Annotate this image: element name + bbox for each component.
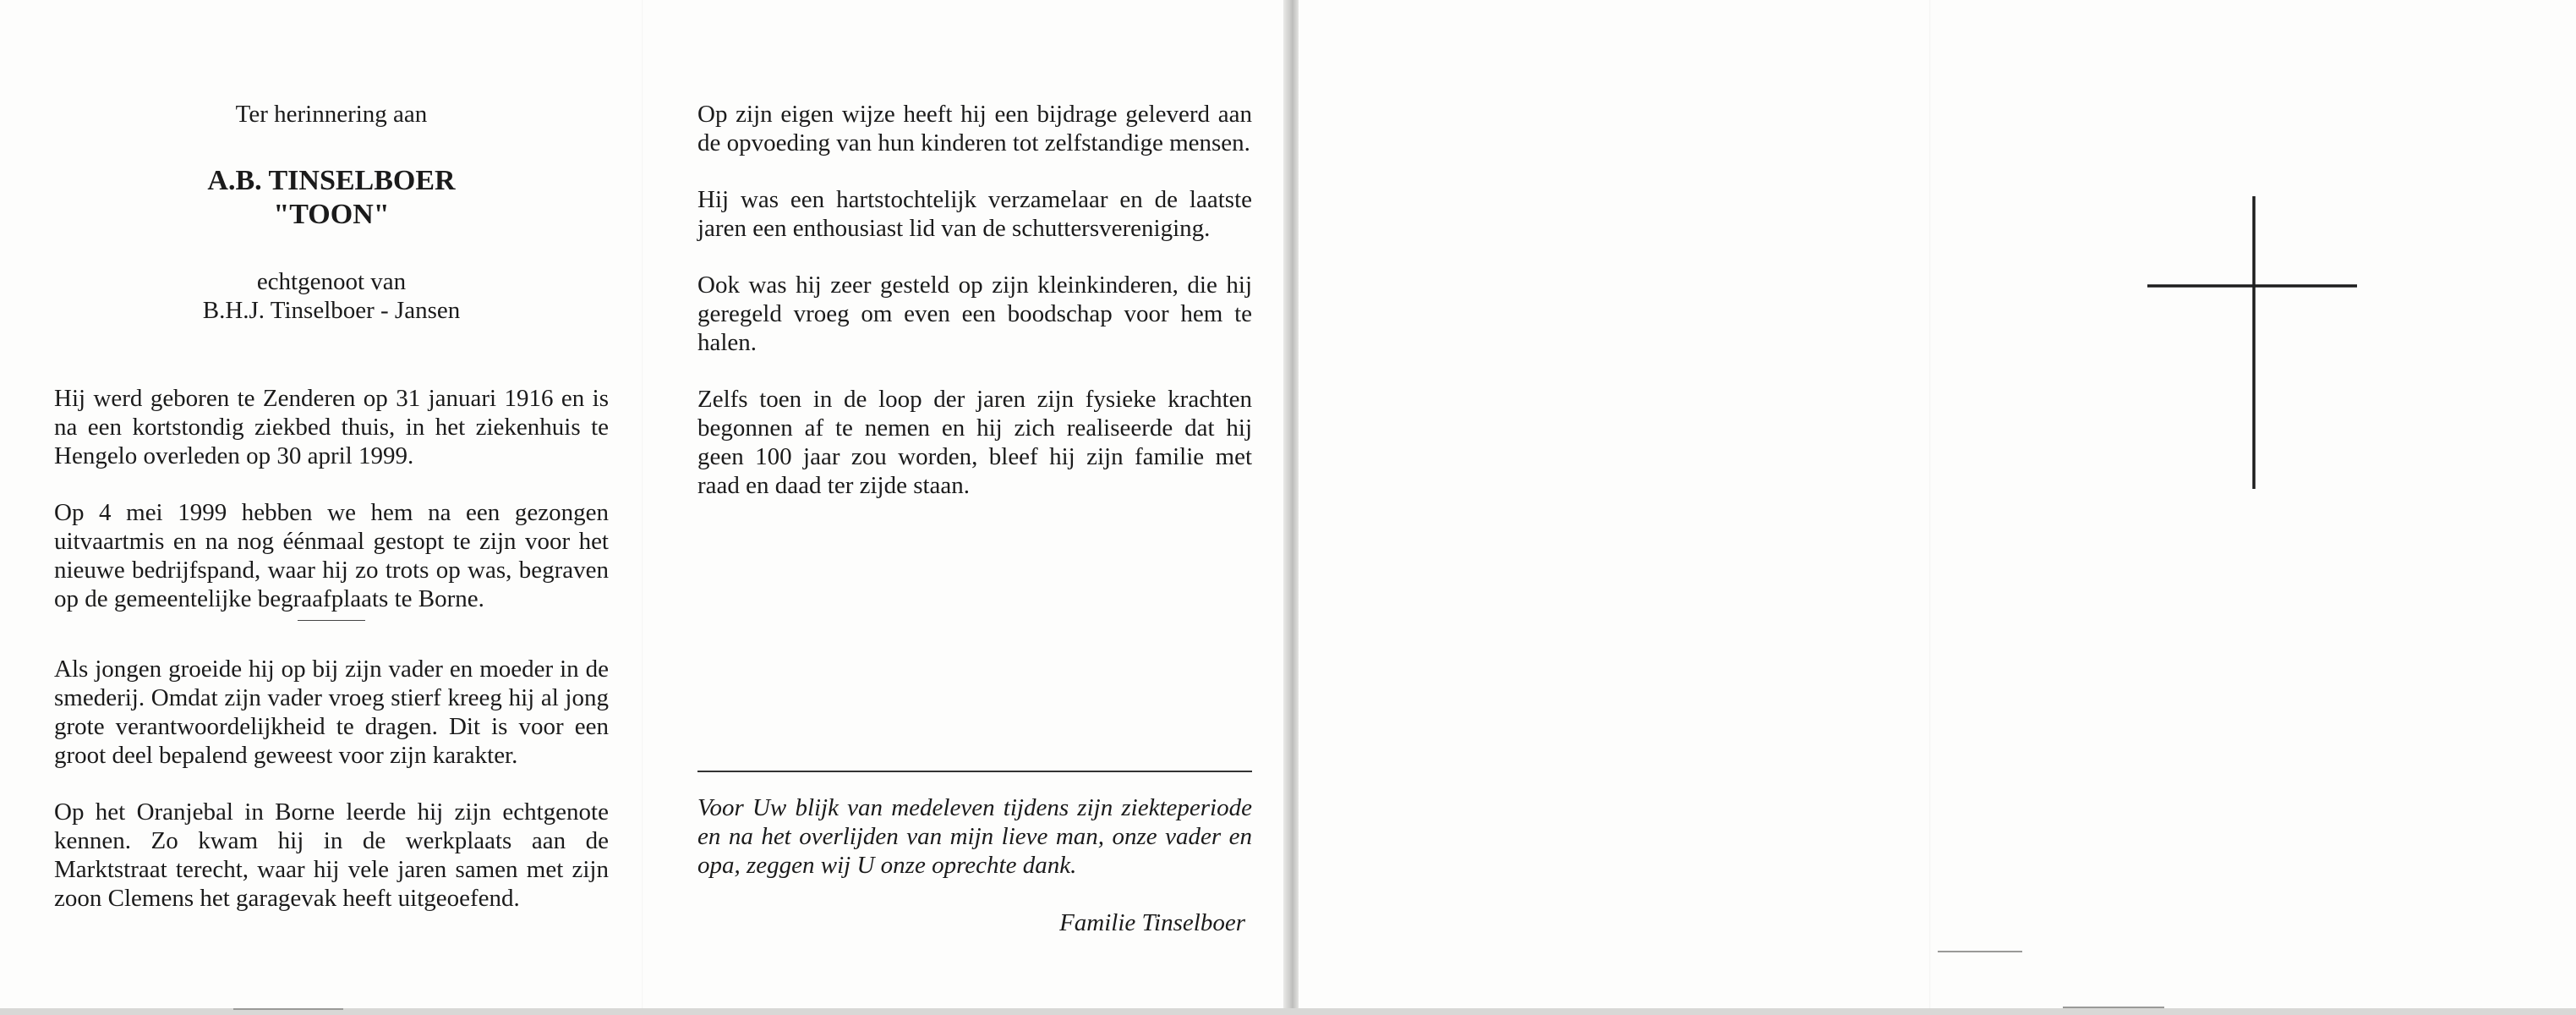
paragraph-later-years: Zelfs toen in de loop der jaren zijn fysieke krachten begonnen af te nemen en hij zich realiseerde dat hij geen 100 jaar zou worden, bleef hij zijn familie met raad en daad ter zijde staan. <box>697 386 1252 499</box>
thanks-divider <box>697 771 1252 772</box>
inner-fold-line <box>642 0 643 1008</box>
paragraph-youth: Als jongen groeide hij op bij zijn vader en moeder in de smederij. Omdat zijn vader vroeg stierf kreeg hij al jong grote verantwoordelijkheid te dragen. Dit is voor een groot deel bepalend geweest voor zijn karakter. <box>54 656 609 769</box>
family-signature: Familie Tinselboer <box>1059 909 1245 936</box>
deceased-nickname: "TOON" <box>273 199 390 230</box>
paragraph-upbringing: Op zijn eigen wijze heeft hij een bijdrage geleverd aan de opvoeding van hun kinderen tot zelfstandige mensen. <box>697 101 1252 156</box>
cover-spread <box>1299 0 2576 1008</box>
spouse-label: echtgenoot van <box>256 268 407 295</box>
right-column <box>697 100 1252 500</box>
thanks-block <box>697 793 1252 937</box>
deceased-name: A.B. TINSELBOER <box>207 165 456 196</box>
card-spine <box>1283 0 1299 1008</box>
scan-edge-mark <box>1938 951 2022 952</box>
intro-text: Ter herinnering aan <box>235 101 428 128</box>
paragraph-career: Op het Oranjebal in Borne leerde hij zijn echtgenote kennen. Zo kwam hij in de werkplaats aan de Marktstraat terecht, waar hij vele jaren samen met zijn zoon Clemens het garagevak heeft uitgeoefend. <box>54 798 609 912</box>
paragraph-grandchildren: Ook was hij zeer gesteld op zijn kleinkinderen, die hij geregeld vroeg om even een boodschap voor hem te halen. <box>697 272 1252 356</box>
scan-edge-mark <box>2063 1007 2164 1008</box>
cross-icon <box>2146 195 2359 491</box>
cover-fold-line <box>1929 0 1931 1008</box>
left-column <box>54 100 609 913</box>
section-divider <box>298 620 365 621</box>
thanks-text: Voor Uw blijk van medeleven tijdens zijn ziekteperiode en na het overlijden van mijn lieve man, onze vader en opa, zeggen wij U onze oprechte dank. <box>697 794 1252 879</box>
paragraph-birth-death: Hij werd geboren te Zenderen op 31 januari 1916 en is na een kortstondig ziekbed thuis, in het ziekenhuis te Hengelo overleden op 30 april 1999. <box>54 385 609 469</box>
paragraph-collector: Hij was een hartstochtelijk verzamelaar en de laatste jaren een enthousiast lid van de schuttersvereniging. <box>697 186 1252 242</box>
spouse-name: B.H.J. Tinselboer - Jansen <box>202 297 461 324</box>
paragraph-funeral: Op 4 mei 1999 hebben we hem na een gezongen uitvaartmis en na nog éénmaal gestopt te zijn voor het nieuwe bedrijfspand, waar hij zo trots op was, begraven op de gemeentelijke begraafplaats te Borne. <box>54 499 609 612</box>
scan-edge-mark <box>233 1008 343 1010</box>
